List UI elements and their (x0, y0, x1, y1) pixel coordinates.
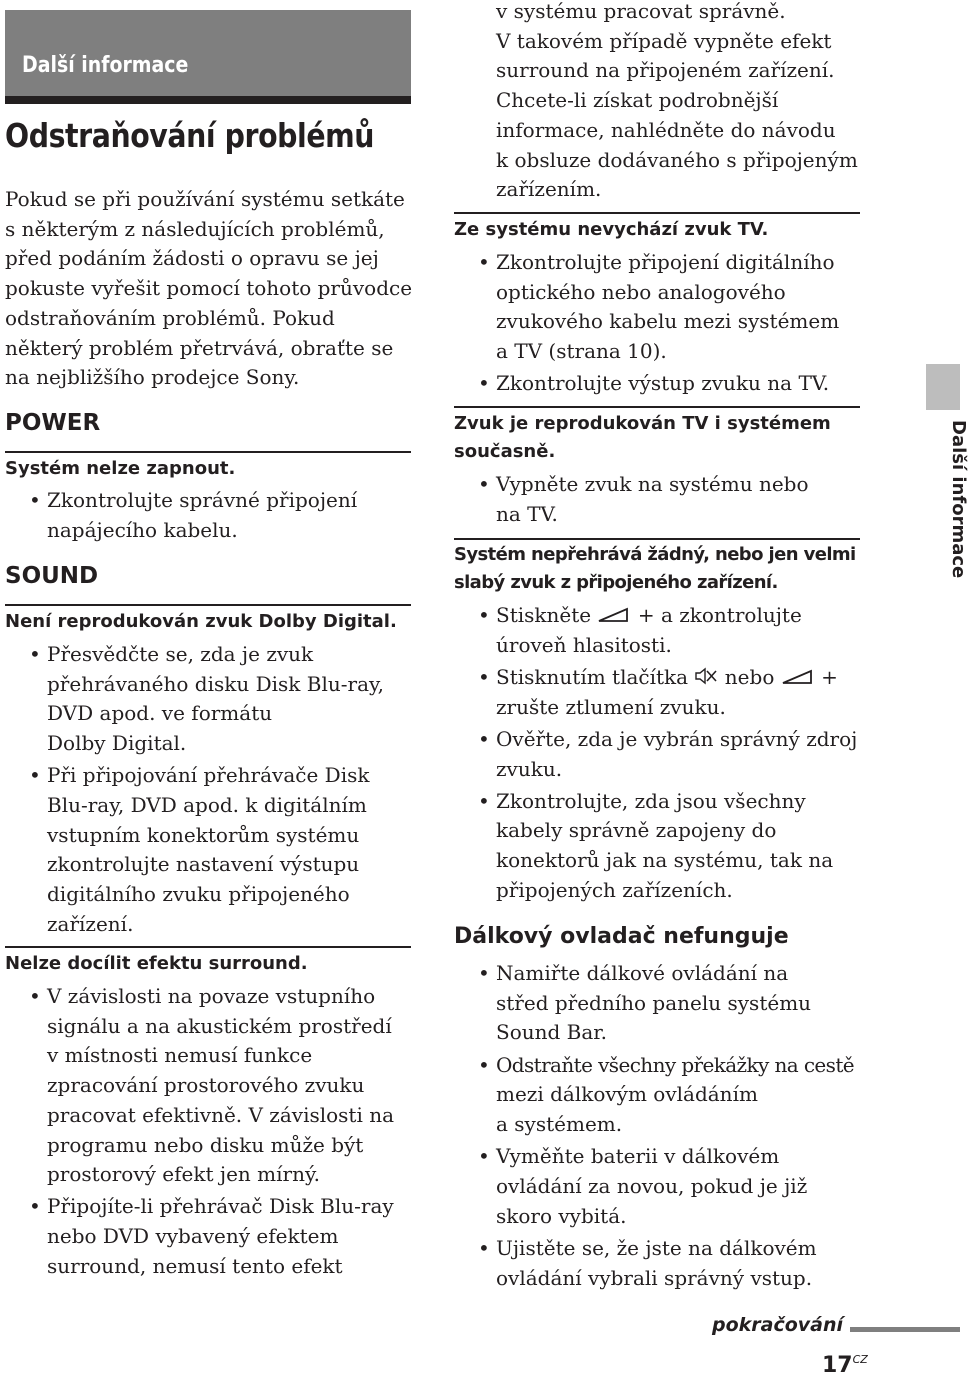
bullet-line: Namiřte dálkové ovládání na (496, 961, 789, 985)
bullet-line: Zkontrolujte správné připojení (47, 488, 358, 512)
bullet-line: Vypněte zvuk na systému nebo (496, 472, 809, 496)
bullet-line: Vyměňte baterii v dálkovém (496, 1144, 780, 1169)
continued-line: v systému pracovat správně. (496, 0, 786, 23)
bullet-dot: • (29, 763, 41, 788)
side-tab-marker (926, 364, 960, 410)
mute-icon (694, 666, 718, 686)
bullet-line: signálu a na akustickém prostředí (47, 1013, 392, 1038)
list-item (454, 369, 860, 399)
bullet-dot: • (29, 984, 41, 1008)
bullet-dot: • (478, 472, 490, 496)
continued-bar (850, 1327, 960, 1332)
bullet-line: Odstraňte všechny překážky na cestě (496, 1052, 855, 1077)
bullet-line (496, 663, 860, 693)
bullet-line: Zkontrolujte výstup zvuku na TV. (496, 371, 830, 396)
bullet-line: optického nebo analogového (496, 279, 786, 304)
bullet-line: zrušte ztlumení zvuku. (496, 694, 726, 719)
bullet-line: DVD apod. ve formátu (47, 701, 273, 726)
list-item (454, 663, 860, 722)
tv-bullets (454, 248, 860, 399)
list-item (5, 1192, 411, 1281)
bullet-line: vstupním konektorům systému (47, 822, 360, 847)
bullet-line: skoro vybitá. (496, 1203, 627, 1228)
page-number-value: 17 (822, 1353, 853, 1378)
bullet-line: programu nebo disku může být (47, 1132, 364, 1157)
continued-line: zařízením. (496, 177, 602, 202)
sound-rule (5, 604, 411, 606)
list-item (454, 1142, 860, 1231)
subhead-line: Systém nepřehrává žádný, nebo jen velmi (454, 544, 856, 565)
power-subhead: Systém nelze zapnout. (5, 458, 236, 479)
page-language-code: CZ (852, 1353, 868, 1366)
bullet-line: Ověřte, zda je vybrán správný zdroj (496, 726, 858, 751)
bullet-line: Zkontrolujte připojení digitálního (496, 250, 835, 274)
sound-subhead-dolby: Není reprodukován zvuk Dolby Digital. (5, 611, 397, 632)
bullet-text: Stiskněte (496, 603, 592, 627)
continued-line: V takovém případě vypněte efekt (496, 28, 832, 53)
bullet-line: v místnosti nemusí funkce (47, 1043, 313, 1068)
bullet-line: Při připojování přehrávače Disk (47, 763, 370, 788)
bullet-line: mezi dálkovým ovládáním (496, 1082, 758, 1107)
bullet-dot: • (478, 1052, 490, 1077)
bullet-line: zkontrolujte nastavení výstupu (47, 852, 360, 877)
bullet-line: Zkontrolujte, zda jsou všechny (496, 788, 806, 813)
bullet-line: Připojíte-li přehrávač Disk Blu-ray (47, 1194, 394, 1219)
bullet-line: Blu-ray, DVD apod. k digitálním (47, 793, 367, 818)
bullet-dot: • (478, 961, 490, 985)
weak-rule (454, 538, 860, 540)
surround-rule (5, 946, 411, 948)
sound-subhead-surround: Nelze docílit efektu surround. (5, 953, 308, 974)
bullet-dot: • (478, 1144, 490, 1169)
bullet-line: napájecího kabelu. (47, 517, 238, 542)
bullet-dot: • (478, 1235, 490, 1260)
bullet-dot: • (478, 250, 490, 274)
bullet-dot: • (478, 603, 490, 627)
bullet-line: střed předního panelu systému (496, 990, 812, 1015)
page-title-text: Odstraňování problémů (5, 116, 375, 155)
bullet-dot: • (478, 726, 490, 751)
both-rule (454, 406, 860, 408)
continued-label: pokračování (712, 1314, 844, 1336)
subhead-no-tv-sound: Ze systému nevychází zvuk TV. (454, 219, 769, 240)
bullet-line: a systémem. (496, 1112, 623, 1137)
subhead-weak-sound (454, 541, 856, 597)
bullet-line: pracovat efektivně. V závislosti na (47, 1102, 395, 1127)
bullet-text: nebo (724, 664, 775, 689)
bullet-line: digitálního zvuku připojeného (47, 882, 350, 907)
bullet-line: konektorů jak na systému, tak na (496, 848, 834, 873)
bullet-line (496, 601, 860, 631)
intro-paragraph (5, 185, 412, 393)
bullet-line: nebo DVD vybavený efektem (47, 1224, 339, 1249)
list-item (454, 725, 860, 784)
bullet-line: ovládání za novou, pokud je již (496, 1173, 808, 1198)
continued-line: Chcete-li získat podrobnější (496, 88, 779, 113)
subhead-line: současně. (454, 441, 556, 462)
power-rule (5, 451, 411, 453)
bullet-line: Sound Bar. (496, 1020, 608, 1045)
bullet-line: kabely správně zapojeny do (496, 818, 777, 843)
dolby-bullets (5, 640, 411, 940)
bullet-line: Přesvědčte se, zda je zvuk (47, 642, 314, 666)
bullet-line: V závislosti na povaze vstupního (47, 984, 376, 1008)
bullet-line: přehrávaného disku Disk Blu-ray, (47, 671, 384, 696)
list-item (454, 787, 860, 906)
bullet-dot: • (29, 488, 41, 512)
subhead-both-sound (454, 410, 831, 466)
bullet-dot: • (29, 1194, 41, 1219)
remote-heading: Dálkový ovladač nefunguje (454, 924, 789, 949)
power-heading: POWER (5, 410, 101, 436)
bullet-dot: • (29, 642, 41, 666)
surround-bullets (5, 982, 411, 1282)
list-item (5, 761, 411, 939)
bullet-line: zvuku. (496, 756, 563, 781)
bullet-dot: • (478, 371, 490, 396)
bullet-line: Ujistěte se, že jste na dálkovém (496, 1235, 817, 1260)
sound-heading: SOUND (5, 563, 99, 589)
continued-line: k obsluze dodávaného s připojeným (496, 147, 858, 172)
both-bullets (454, 470, 860, 529)
volume-icon (781, 669, 815, 685)
bullet-line: surround, nemusí tento efekt (47, 1253, 343, 1278)
banner-rule (5, 96, 411, 104)
bullet-line: zpracování prostorového zvuku (47, 1073, 365, 1098)
list-item (454, 959, 860, 1048)
volume-icon (597, 607, 631, 623)
list-item (5, 982, 411, 1190)
bullet-dot: • (478, 664, 490, 689)
intro-line: Pokud se při používání systému setkáte (5, 187, 405, 211)
bullet-line: připojených zařízeních. (496, 877, 733, 902)
remote-bullets (454, 959, 860, 1293)
page-title (5, 116, 434, 155)
intro-line: před podáním žádosti o opravu se jej (5, 246, 379, 271)
list-item (454, 470, 860, 529)
list-item (454, 1234, 860, 1293)
bullet-text: + a zkontrolujte (637, 603, 802, 627)
intro-line: některý problém přetrvává, obraťte se (5, 335, 394, 360)
list-item (454, 601, 860, 660)
list-item (454, 1051, 860, 1140)
list-item (5, 486, 411, 545)
subhead-line: slabý zvuk z připojeného zařízení. (454, 572, 778, 593)
bullet-text: Stisknutím tlačítka (496, 664, 689, 689)
bullet-line: Dolby Digital. (47, 731, 187, 756)
intro-line: na nejbližšího prodejce Sony. (5, 365, 300, 390)
bullet-line: ovládání vybrali správný vstup. (496, 1265, 813, 1290)
continued-line: informace, nahlédněte do návodu (496, 117, 836, 142)
subhead-line: Zvuk je reprodukován TV i systémem (454, 413, 831, 434)
banner-text: Další informace (22, 53, 189, 78)
bullet-line: prostorový efekt jen mírný. (47, 1162, 320, 1187)
bullet-line: zvukového kabelu mezi systémem (496, 309, 840, 334)
list-item (5, 640, 411, 759)
intro-line: pokuste vyřešit pomocí tohoto průvodce (5, 276, 413, 301)
weak-bullets (454, 601, 860, 906)
bullet-line: na TV. (496, 501, 558, 526)
bullet-line: úroveň hlasitosti. (496, 632, 672, 657)
tv-rule (454, 212, 860, 214)
section-banner (5, 10, 411, 96)
power-bullets (5, 486, 411, 545)
bullet-line: a TV (strana 10). (496, 339, 667, 364)
page-number (822, 1353, 868, 1378)
intro-line: odstraňováním problémů. Pokud (5, 305, 335, 330)
list-item (454, 248, 860, 367)
side-tab-label: Další informace (948, 420, 969, 579)
intro-line: s některým z následujících problémů, (5, 216, 385, 241)
continued-line: surround na připojeném zařízení. (496, 58, 835, 83)
bullet-line: zařízení. (47, 911, 134, 936)
bullet-dot: • (478, 788, 490, 813)
continued-paragraph (496, 0, 858, 205)
bullet-text: + (821, 664, 838, 689)
